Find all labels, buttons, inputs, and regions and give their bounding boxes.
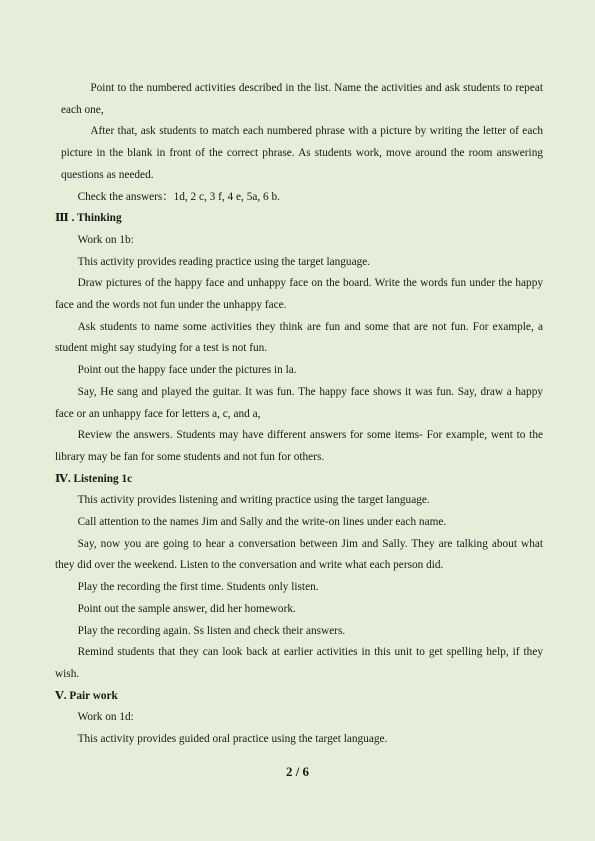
paragraph: This activity provides listening and writing practice using the target language.	[77, 494, 430, 507]
paragraph: Point out the sample answer, did her homework.	[77, 602, 296, 615]
paragraph: Point out the happy face under the pictures in la.	[77, 364, 297, 377]
paragraph: Play the recording the first time. Students only listen.	[77, 581, 319, 594]
paragraph: Call attention to the names Jim and Sally and the write-on lines under each name.	[77, 516, 447, 529]
page-number: 2 / 6	[285, 764, 310, 779]
section-heading-thinking: Ⅲ . Thinking	[55, 212, 122, 225]
paragraph: Say, He sang and played the guitar. It was fun. The happy face shows it was fun. Say, draw a happy face or an unhappy face for letters a, c, and a,	[55, 385, 543, 420]
paragraph: Remind students that they can look back at earlier activities in this unit to get spelling help, if they wish.	[55, 646, 543, 680]
paragraph: Play the recording again. Ss listen and check their answers.	[77, 624, 346, 637]
paragraph: This activity provides reading practice using the target language.	[77, 255, 371, 268]
paragraph: Draw pictures of the happy face and unhappy face on the board. Write the words fun under the happy face and the words not fun under the unhappy face.	[55, 277, 543, 312]
document-body	[55, 78, 543, 751]
paragraph: Work on 1b:	[77, 233, 134, 246]
paragraph: This activity provides guided oral practice using the target language.	[77, 733, 388, 746]
paragraph: Review the answers. Students may have different answers for some items- For example, went to the library may be fan for some students and not fun for others.	[55, 429, 543, 463]
paragraph: Check the answers：1d, 2 c, 3 f, 4 e, 5a, 6 b.	[77, 190, 280, 203]
paragraph: Point to the numbered activities described in the list. Name the activities and ask students to repeat each one,	[61, 82, 543, 116]
paragraph: Say, now you are going to hear a conversation between Jim and Sally. They are talking about what they did over the weekend. Listen to the conversation and write what each person did.	[55, 537, 543, 572]
paragraph: After that, ask students to match each numbered phrase with a picture by writing the letter of each picture in the blank in front of the correct phrase. As students work, move around the room answering questions as needed.	[61, 125, 543, 181]
paragraph: Work on 1d:	[77, 711, 134, 724]
paragraph: Ask students to name some activities they think are fun and some that are not fun. For example, a student might say studying for a test is not fun.	[55, 320, 543, 355]
section-heading-listening: Ⅳ. Listening 1c	[55, 472, 133, 485]
section-heading-pair-work: Ⅴ. Pair work	[55, 689, 118, 702]
